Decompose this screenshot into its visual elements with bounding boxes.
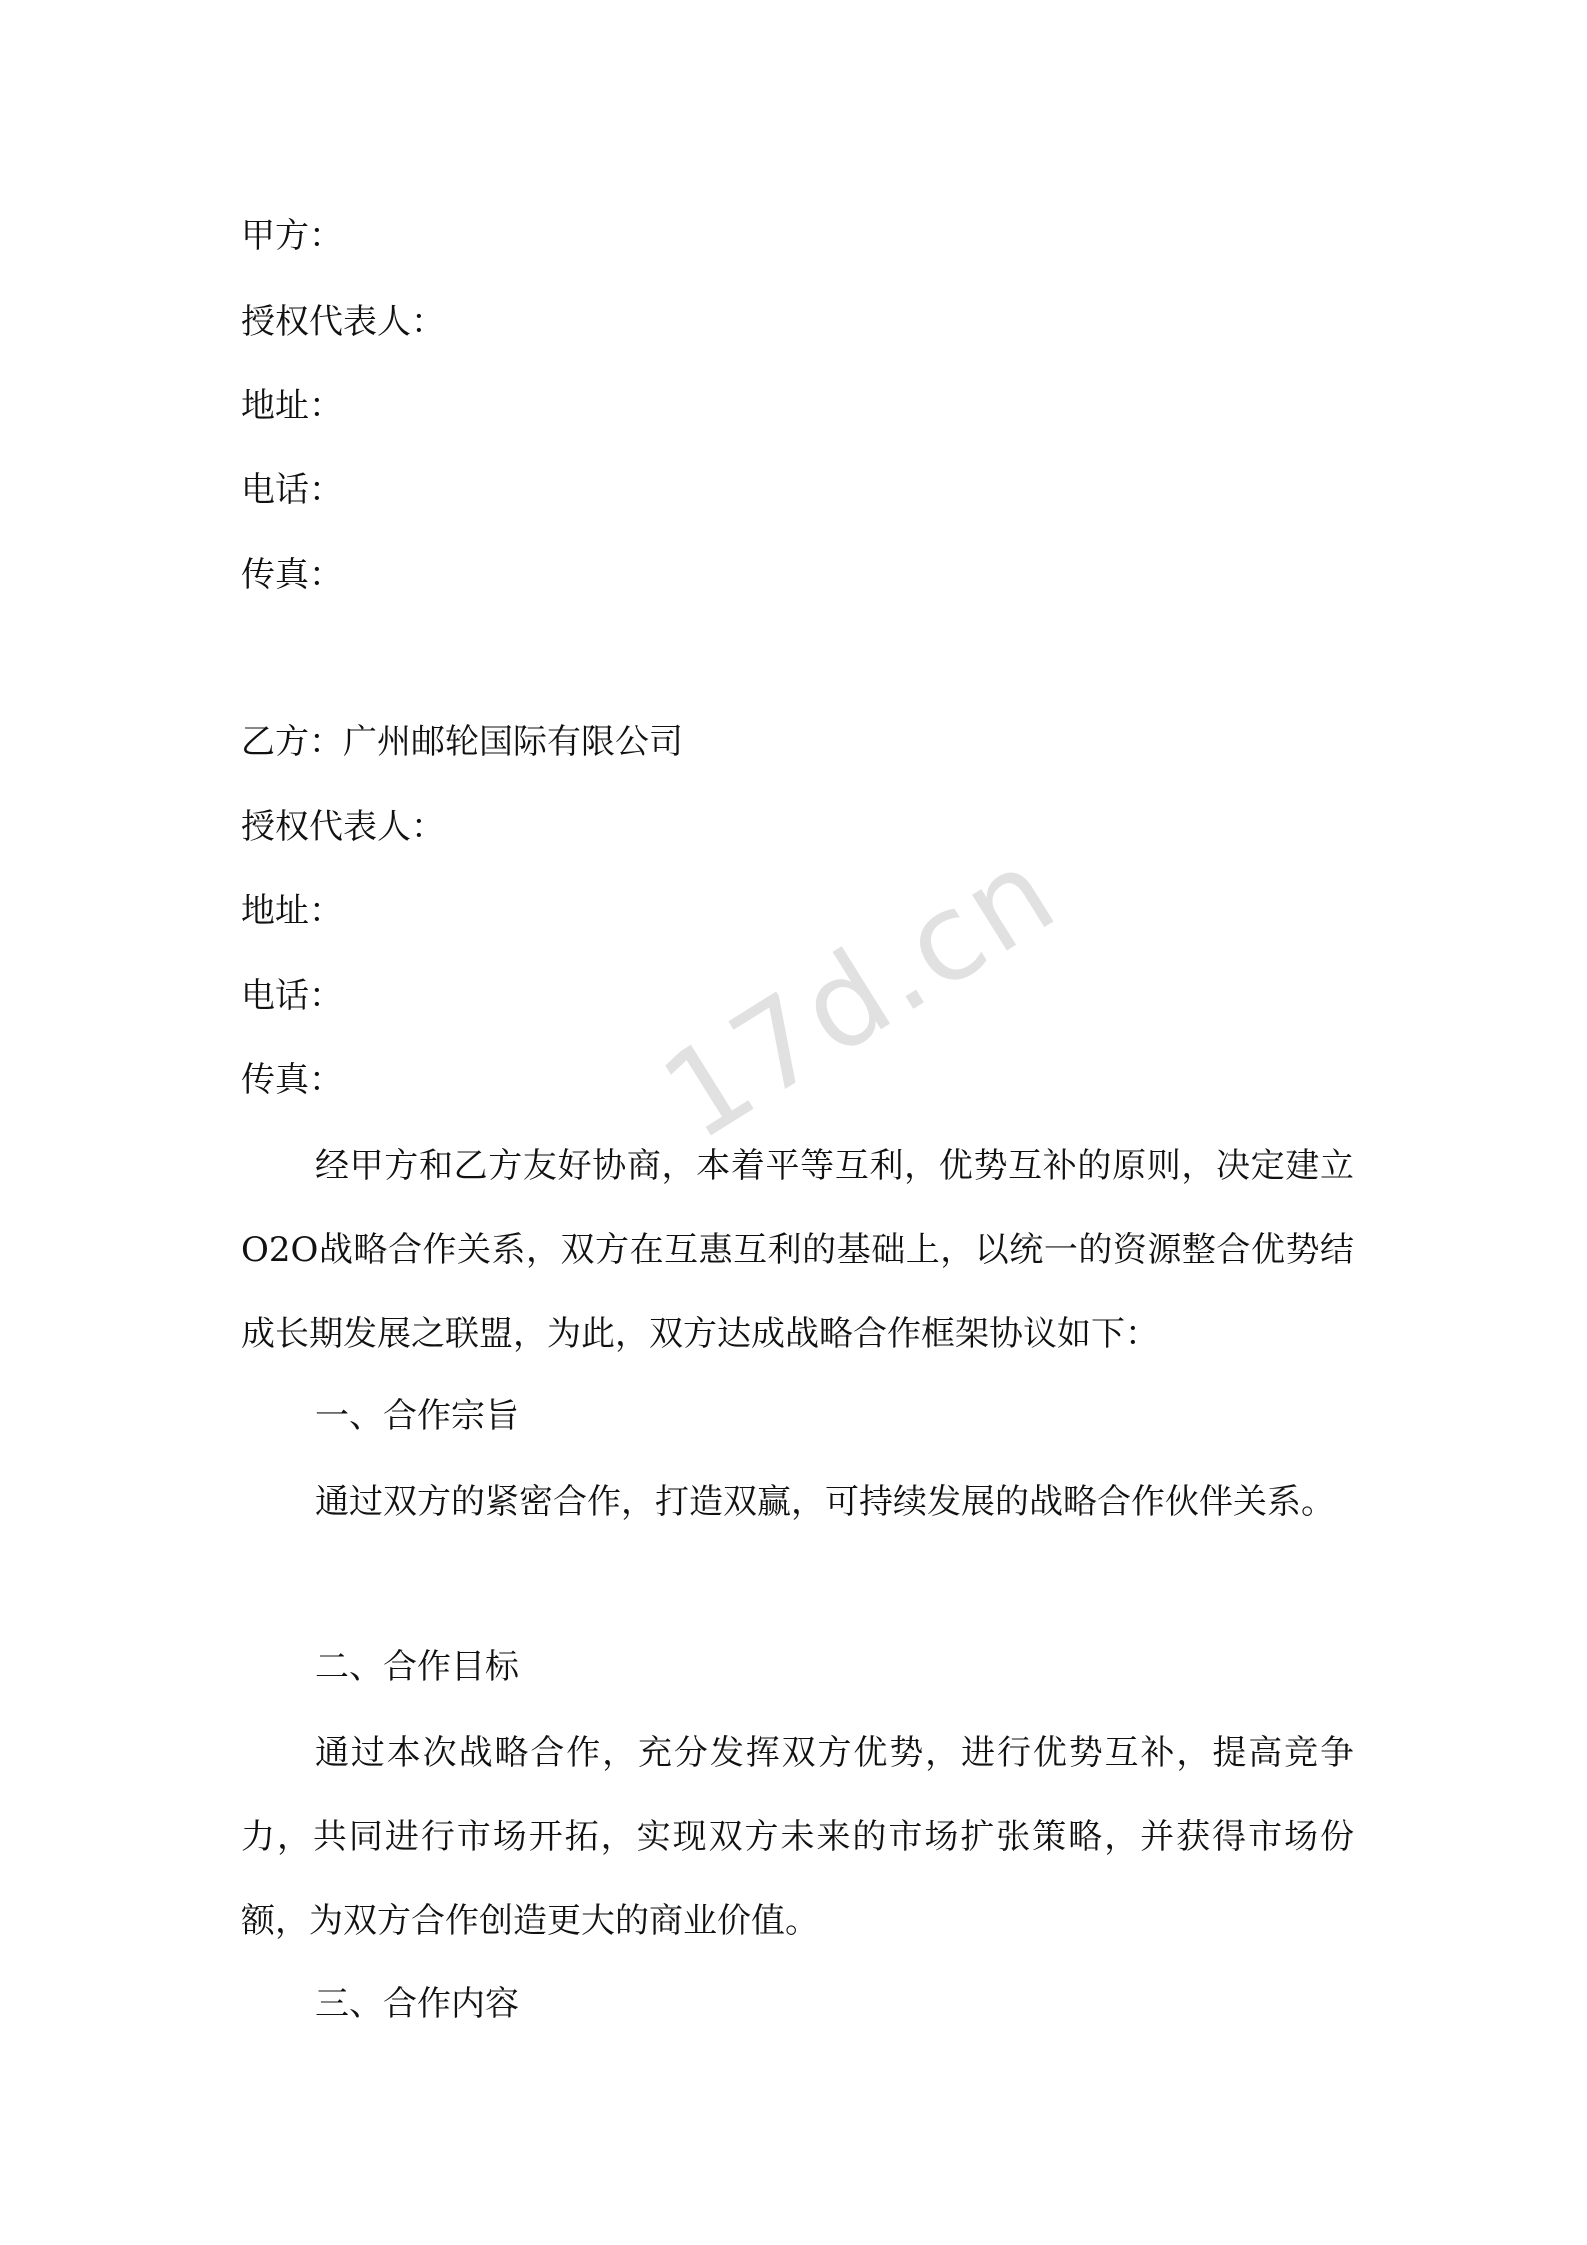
section-3-title: 三、合作内容 (315, 1984, 519, 2024)
party-b-label: 乙方：广州邮轮国际有限公司 (241, 722, 683, 762)
party-b-phone: 电话： (241, 976, 343, 1016)
section-2-body: 通过本次战略合作，充分发挥双方优势，进行优势互补，提高竞争力，共同进行市场开拓，实现双方未来的市场扩张策略，并获得市场份额，为双方合作创造更大的商业价值。 (241, 1733, 1354, 1941)
party-b-address: 地址： (241, 891, 343, 931)
watermark: 17d.cn (640, 820, 1081, 1168)
section-1-title: 一、合作宗旨 (315, 1396, 519, 1436)
section-1-body: 通过双方的紧密合作，打造双赢，可持续发展的战略合作伙伴关系。 (315, 1482, 1335, 1522)
party-a-phone: 电话： (241, 470, 343, 510)
intro-paragraph: 经甲方和乙方友好协商，本着平等互利，优势互补的原则，决定建立O2O战略合作关系，双方在互惠互利的基础上，以统一的资源整合优势结成长期发展之联盟，为此，双方达成战略合作框架协议如下： (241, 1146, 1354, 1354)
party-b-fax: 传真： (241, 1060, 343, 1100)
party-a-fax: 传真： (241, 555, 343, 595)
party-b-rep: 授权代表人： (241, 807, 445, 847)
section-2-title: 二、合作目标 (315, 1647, 519, 1687)
party-a-rep: 授权代表人： (241, 302, 445, 342)
party-a-label: 甲方： (241, 216, 343, 256)
party-a-address: 地址： (241, 386, 343, 426)
